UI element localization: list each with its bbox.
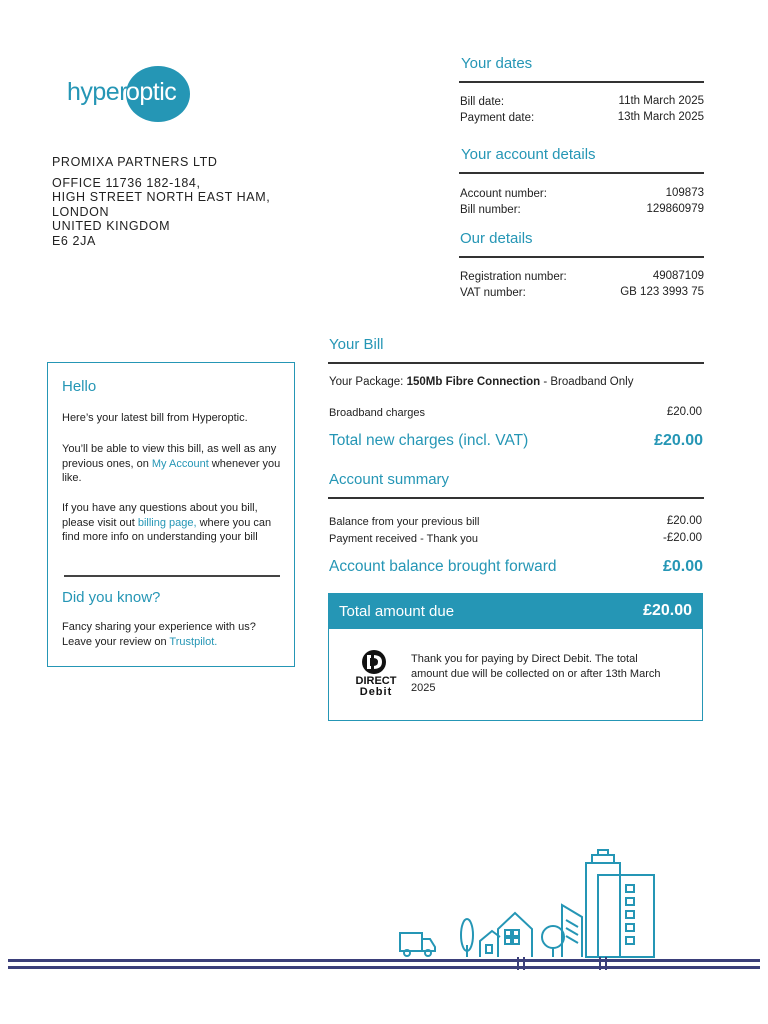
- billing-page-link[interactable]: billing page,: [137, 516, 197, 529]
- bill-number-value: 129860979: [646, 203, 704, 215]
- bill-date-label: Bill date:: [460, 96, 505, 108]
- divider: [459, 256, 704, 258]
- vat-label: VAT number:: [460, 287, 526, 299]
- divider: [328, 497, 704, 499]
- text: You’ll be able to view this bill, as well as any previous ones, on: [62, 443, 277, 470]
- dd-logo-text: DIRECT: [355, 675, 397, 687]
- broadband-label: Broadband charges: [329, 407, 426, 419]
- package-value: 150Mb Fibre Connection: [406, 376, 541, 388]
- total-new-value: £20.00: [654, 432, 703, 449]
- bill-number-label: Bill number:: [460, 204, 521, 216]
- my-account-link[interactable]: My Account: [151, 457, 209, 470]
- van-icon: [400, 933, 435, 956]
- bill-date-value: 11th March 2025: [618, 95, 704, 107]
- balance-forward-label: Account balance brought forward: [329, 558, 557, 575]
- trustpilot-link[interactable]: Trustpilot.: [169, 635, 218, 648]
- building-icon: [586, 850, 654, 957]
- direct-debit-text: Thank you for paying by Direct Debit. The total amount due will be collected on or after 13th March 2025: [411, 653, 661, 694]
- account-number-label: Account number:: [460, 188, 547, 200]
- divider: [459, 172, 704, 174]
- total-due-label: Total amount due: [339, 603, 455, 620]
- registration-value: 49087109: [652, 270, 704, 282]
- divider: [459, 81, 704, 83]
- did-you-know-title: Did you know?: [62, 589, 161, 606]
- text: where you can find more info on understanding your bill: [62, 516, 272, 543]
- balance-forward-value: £0.00: [662, 558, 703, 575]
- account-number-value: 109873: [665, 187, 704, 199]
- registration-label: Registration number:: [460, 271, 567, 283]
- house-icon: [480, 913, 532, 957]
- total-new-label: Total new charges (incl. VAT): [329, 432, 529, 449]
- summary-title: Account summary: [329, 471, 450, 488]
- bill-title: Your Bill: [329, 336, 384, 353]
- hello-billing-text: [62, 501, 284, 545]
- package-label: Your Package:: [329, 376, 407, 388]
- total-due-header: [329, 594, 702, 629]
- text: whenever you like.: [62, 457, 281, 484]
- text: Fancy sharing your experience with us? Leave your review on: [62, 621, 256, 648]
- payment-received-value: -£20.00: [662, 532, 702, 544]
- customer-address: [52, 155, 270, 248]
- address-line: E6 2JA: [52, 233, 96, 248]
- package-line: [329, 376, 633, 388]
- account-title: Your account details: [461, 146, 596, 163]
- direct-debit-logo: [349, 649, 403, 697]
- footer-line: [8, 959, 760, 962]
- logo-text-left: hyper: [67, 78, 128, 106]
- vat-value: GB 123 3993 75: [620, 286, 704, 298]
- address-line: HIGH STREET NORTH EAST HAM,: [52, 190, 271, 204]
- prev-balance-value: £20.00: [666, 515, 702, 527]
- hello-my-account-text: [62, 442, 284, 486]
- address-line: UNITED KINGDOM: [52, 219, 171, 233]
- footer-line: [8, 966, 760, 969]
- tree-icon: [542, 926, 564, 957]
- building-icon: [562, 905, 582, 957]
- trustpilot-text: [62, 620, 284, 649]
- total-due-value: £20.00: [643, 602, 692, 619]
- dates-title: Your dates: [461, 55, 533, 72]
- payment-date-value: 13th March 2025: [617, 111, 704, 123]
- payment-date-label: Payment date:: [460, 112, 535, 124]
- tree-icon: [461, 919, 473, 957]
- hello-panel: [47, 362, 295, 667]
- address-line: OFFICE 11736 182-184,: [52, 175, 201, 190]
- divider: [64, 575, 280, 577]
- our-details-title: Our details: [460, 230, 533, 247]
- hello-title: Hello: [62, 378, 97, 395]
- package-suffix: - Broadband Only: [540, 376, 634, 388]
- address-line: LONDON: [52, 204, 110, 219]
- prev-balance-label: Balance from your previous bill: [329, 516, 480, 528]
- logo-text-right: optic: [126, 78, 177, 106]
- direct-debit-icon: [349, 649, 403, 697]
- hello-intro: Here’s your latest bill from Hyperoptic.: [62, 412, 248, 424]
- divider: [328, 362, 704, 364]
- total-due-panel: [328, 593, 703, 721]
- payment-received-label: Payment received - Thank you: [329, 533, 478, 545]
- company-name: PROMIXA PARTNERS LTD: [52, 155, 218, 169]
- text: If you have any questions about you bill, please visit out: [62, 502, 258, 529]
- broadband-value: £20.00: [666, 406, 702, 418]
- dd-logo-text: Debit: [359, 686, 393, 697]
- cityscape-illustration: [0, 845, 768, 975]
